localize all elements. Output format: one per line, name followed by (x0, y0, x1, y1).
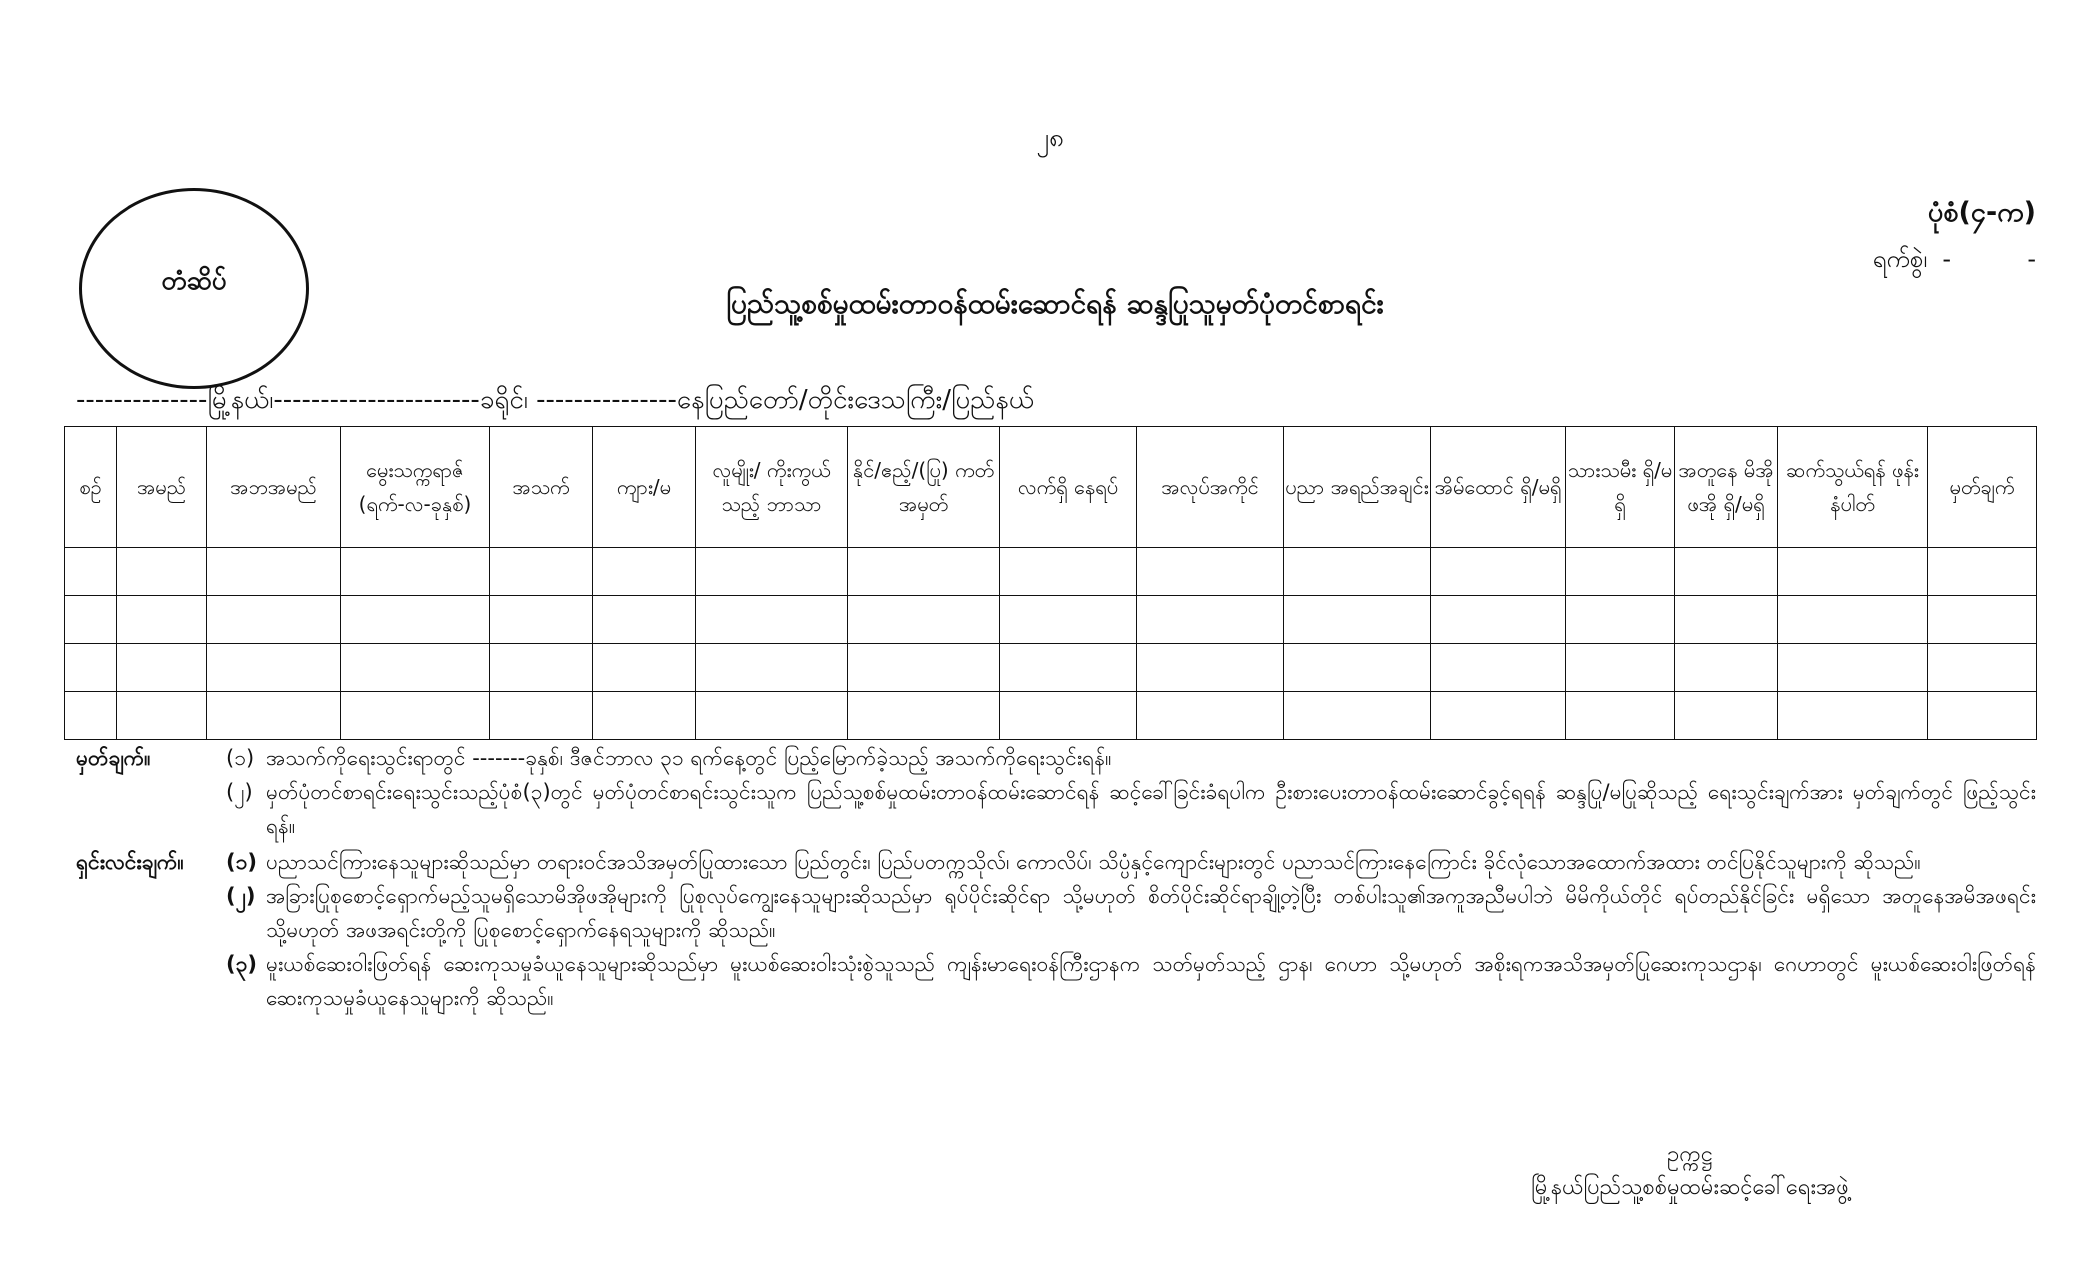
date-label: ရက်စွဲ၊ (1872, 245, 1928, 273)
table-cell[interactable] (65, 644, 117, 692)
table-cell[interactable] (1000, 692, 1137, 740)
table-cell[interactable] (117, 644, 207, 692)
table-cell[interactable] (1431, 596, 1566, 644)
notes-item (226, 741, 2036, 775)
table-cell[interactable] (848, 548, 1000, 596)
notes-item-number: (၁) (226, 746, 255, 770)
table-cell[interactable] (341, 548, 490, 596)
explanations-list (226, 845, 2036, 1015)
notes-section (76, 741, 2036, 843)
table-header-cell: လူမျိုး/ ကိုးကွယ်သည့် ဘာသာ (696, 427, 848, 548)
seal-label: တံဆိပ် (161, 266, 227, 296)
table-header-cell: အသက် (490, 427, 593, 548)
date-line (1873, 243, 2036, 279)
signature-title: ဥက္ကဋ္ဌ (1667, 1142, 1713, 1167)
table-cell[interactable] (207, 644, 341, 692)
explanations-item (226, 947, 2036, 1015)
table-header-cell: စဉ် (65, 427, 117, 548)
register-table (64, 426, 2037, 740)
table-cell[interactable] (490, 596, 593, 644)
table-cell[interactable] (1675, 692, 1778, 740)
table-cell[interactable] (696, 548, 848, 596)
table-cell[interactable] (593, 692, 696, 740)
explanations-item-number: (၃) (226, 952, 258, 976)
table-cell[interactable] (65, 548, 117, 596)
table-cell[interactable] (1928, 644, 2037, 692)
explanations-item-text: ပညာသင်ကြားနေသူများဆိုသည်မှာ တရားဝင်အသိအမှတ်ပြုထားသော ပြည်တွင်း၊ ပြည်ပတက္ကသိုလ်၊ ကောလိပ်၊ သိပ္ပံနှင့်ကျောင်းများတွင် ပညာသင်ကြားနေကြောင်း ခိုင်လုံသောအထောက်အထား တင်ပြနိုင်သူများကို ဆိုသည်။ (266, 850, 1921, 874)
explanations-item-number: (၂) (226, 884, 256, 908)
table-cell[interactable] (1566, 596, 1675, 644)
table-cell[interactable] (1284, 644, 1431, 692)
table-cell[interactable] (1928, 548, 2037, 596)
table-cell[interactable] (207, 596, 341, 644)
location-line: --------------မြို့နယ်၊----------------------ခရိုင်၊ ---------------နေပြည်တော်/တိုင်းဒေသကြီး/ပြည်နယ် (76, 385, 1034, 415)
table-cell[interactable] (65, 692, 117, 740)
table-cell[interactable] (1284, 596, 1431, 644)
explanations-label: ရှင်းလင်းချက်။ (76, 850, 184, 874)
table-header-cell: မွေးသက္ကရာဇ် (ရက်-လ-ခုနှစ်) (341, 427, 490, 548)
table-row (65, 644, 2037, 692)
explanations-item (226, 845, 2036, 879)
table-cell[interactable] (1284, 692, 1431, 740)
table-cell[interactable] (65, 596, 117, 644)
table-cell[interactable] (1137, 596, 1284, 644)
notes-block (76, 741, 2036, 1017)
table-row (65, 692, 2037, 740)
table-header-cell: နိုင်/ဧည့်/(ပြု) ကတ်အမှတ် (848, 427, 1000, 548)
table-cell[interactable] (490, 644, 593, 692)
table-cell[interactable] (1284, 548, 1431, 596)
table-cell[interactable] (1675, 548, 1778, 596)
table-header-cell: ပညာ အရည်အချင်း (1284, 427, 1431, 548)
table-header-cell: အတူနေ မိအိုဖအို ရှိ/မရှိ (1675, 427, 1778, 548)
explanations-item-text: မူးယစ်ဆေးဝါးဖြတ်ရန် ဆေးကုသမှုခံယူနေသူများဆိုသည်မှာ မူးယစ်ဆေးဝါးသုံးစွဲသူသည် ကျန်းမာရေးဝန်ကြီးဌာနက သတ်မှတ်သည့် ဌာန၊ ဂေဟာ သို့မဟုတ် အစိုးရကအသိအမှတ်ပြုဆေးကုသဌာန၊ ဂေဟာတွင် မူးယစ်ဆေးဝါးဖြတ်ရန် ဆေးကုသမှုခံယူနေသူများကို ဆိုသည်။ (266, 952, 2036, 1010)
table-cell[interactable] (1778, 644, 1928, 692)
table-cell[interactable] (1431, 644, 1566, 692)
table-cell[interactable] (490, 548, 593, 596)
table-header-row (65, 427, 2037, 548)
table-header-cell: အလုပ်အကိုင် (1137, 427, 1284, 548)
table-cell[interactable] (1928, 596, 2037, 644)
table-cell[interactable] (1675, 644, 1778, 692)
table-cell[interactable] (1431, 692, 1566, 740)
table-cell[interactable] (341, 596, 490, 644)
table-cell[interactable] (696, 596, 848, 644)
table-cell[interactable] (1566, 692, 1675, 740)
form-number: ပုံစံ(၄-က) (1927, 197, 2036, 228)
table-header-cell: သားသမီး ရှိ/မရှိ (1566, 427, 1675, 548)
table-body (65, 548, 2037, 740)
notes-item-text: အသက်ကိုရေးသွင်းရာတွင် -------ခုနှစ်၊ ဒီဇင်ဘာလ ၃၁ ရက်နေ့တွင် ပြည့်မြောက်ခဲ့သည့် အသက်ကိုရေးသွင်းရန်။ (266, 746, 1112, 770)
notes-label: မှတ်ချက်။ (76, 746, 151, 770)
table-header-cell: မှတ်ချက် (1928, 427, 2037, 548)
table-row (65, 596, 2037, 644)
table-header-cell: ဆက်သွယ်ရန် ဖုန်းနံပါတ် (1778, 427, 1928, 548)
table-cell[interactable] (341, 644, 490, 692)
explanations-item-number: (၁) (226, 850, 258, 874)
table-cell[interactable] (1778, 596, 1928, 644)
table-cell[interactable] (1137, 692, 1284, 740)
table-cell[interactable] (696, 692, 848, 740)
table-cell[interactable] (1778, 692, 1928, 740)
page-number: ၂၈ (1036, 123, 1064, 153)
table-cell[interactable] (848, 692, 1000, 740)
table-cell[interactable] (593, 644, 696, 692)
table-header-cell: ကျား/မ (593, 427, 696, 548)
table-row (65, 548, 2037, 596)
table-header-cell: လက်ရှိ နေရပ် (1000, 427, 1137, 548)
date-placeholder: - - (1942, 245, 2036, 273)
table-header-cell: အိမ်ထောင် ရှိ/မရှိ (1431, 427, 1566, 548)
signature-body: မြို့နယ်ပြည်သူ့စစ်မှုထမ်းဆင့်ခေါ်ရေးအဖွဲ့ (1531, 1175, 1849, 1200)
table-header-cell: အဘအမည် (207, 427, 341, 548)
table-cell[interactable] (117, 596, 207, 644)
table-cell[interactable] (490, 692, 593, 740)
table-cell[interactable] (1137, 644, 1284, 692)
table-cell[interactable] (117, 692, 207, 740)
table-cell[interactable] (207, 548, 341, 596)
notes-item (226, 775, 2036, 843)
form-title: ပြည်သူ့စစ်မှုထမ်းတာဝန်ထမ်းဆောင်ရန် ဆန္ဒပြုသူမှတ်ပုံတင်စာရင်း (726, 287, 1384, 320)
table-cell[interactable] (117, 548, 207, 596)
explanations-item (226, 879, 2036, 947)
notes-item-number: (၂) (226, 780, 253, 804)
table-cell[interactable] (1566, 644, 1675, 692)
table-cell[interactable] (1000, 596, 1137, 644)
explanations-section (76, 845, 2036, 1015)
table-cell[interactable] (1000, 644, 1137, 692)
table-cell[interactable] (207, 692, 341, 740)
notes-item-text: မှတ်ပုံတင်စာရင်းရေးသွင်းသည့်ပုံစံ(၃)တွင် မှတ်ပုံတင်စာရင်းသွင်းသူက ပြည်သူ့စစ်မှုထမ်းတာဝန်ထမ်းဆောင်ရန် ဆင့်ခေါ်ခြင်းခံရပါက ဦးစားပေးတာဝန်ထမ်းဆောင်ခွင့်ရရန် ဆန္ဒပြု/မပြုဆိုသည့် ရေးသွင်းချက်အား မှတ်ချက်တွင် ဖြည့်သွင်းရန်။ (266, 780, 2036, 838)
signature-block (1440, 1138, 1940, 1204)
table-cell[interactable] (593, 596, 696, 644)
table-cell[interactable] (593, 548, 696, 596)
table-cell[interactable] (1000, 548, 1137, 596)
table-cell[interactable] (696, 644, 848, 692)
table-cell[interactable] (1431, 548, 1566, 596)
explanations-item-text: အခြားပြုစုစောင့်ရှောက်မည့်သူမရှိသောမိအိုဖအိုများကို ပြုစုလုပ်ကျွေးနေသူများဆိုသည်မှာ ရုပ်ပိုင်းဆိုင်ရာ သို့မဟုတ် စိတ်ပိုင်းဆိုင်ရာချို့တဲ့ပြီး တစ်ပါးသူ၏အကူအညီမပါဘဲ မိမိကိုယ်တိုင် ရပ်တည်နိုင်ခြင်း မရှိသော အတူနေအမိအဖရင်း သို့မဟုတ် အဖအရင်းတို့ကို ပြုစုစောင့်ရှောက်နေရသူများကို ဆိုသည်။ (266, 884, 2036, 942)
table-cell[interactable] (1137, 548, 1284, 596)
seal-circle (79, 188, 309, 389)
table-header-cell: အမည် (117, 427, 207, 548)
notes-list (226, 741, 2036, 843)
table-cell[interactable] (1675, 596, 1778, 644)
table-cell[interactable] (1928, 692, 2037, 740)
table-cell[interactable] (1778, 548, 1928, 596)
table-cell[interactable] (341, 692, 490, 740)
table-cell[interactable] (848, 596, 1000, 644)
table-cell[interactable] (848, 644, 1000, 692)
table-cell[interactable] (1566, 548, 1675, 596)
